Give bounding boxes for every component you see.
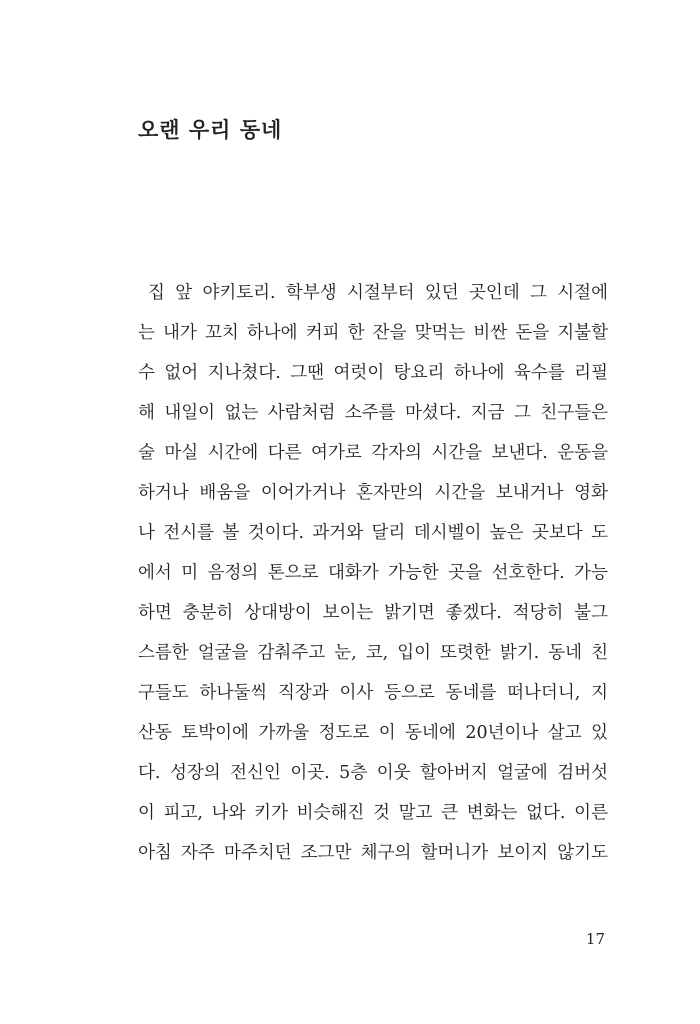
body-line: 다. 성장의 전신인 이곳. 5층 이웃 할아버지 얼굴에 검버섯 (138, 763, 608, 783)
body-line: 하거나 배움을 이어가거나 혼자만의 시간을 보내거나 영화 (138, 483, 608, 503)
body-line: 산동 토박이에 가까울 정도로 이 동네에 20년이나 살고 있 (138, 723, 608, 743)
chapter-title: 오랜 우리 동네 (138, 117, 283, 142)
body-line: 술 마실 시간에 다른 여가로 각자의 시간을 보낸다. 운동을 (138, 443, 608, 463)
body-line: 수 없어 지나쳤다. 그땐 여럿이 탕요리 하나에 육수를 리필 (138, 363, 608, 383)
body-line: 하면 충분히 상대방이 보이는 밝기면 좋겠다. 적당히 불그 (138, 603, 608, 623)
page-number: 17 (585, 930, 605, 948)
body-line: 스름한 얼굴을 감춰주고 눈, 코, 입이 또렷한 밝기. 동네 친 (138, 643, 608, 663)
body-line: 구들도 하나둘씩 직장과 이사 등으로 동네를 떠나더니, 지 (138, 683, 608, 703)
body-text (138, 273, 608, 873)
body-line: 집 앞 야키토리. 학부생 시절부터 있던 곳인데 그 시절에 (148, 283, 608, 303)
body-line: 해 내일이 없는 사람처럼 소주를 마셨다. 지금 그 친구들은 (138, 403, 608, 423)
body-line: 는 내가 꼬치 하나에 커피 한 잔을 맞먹는 비싼 돈을 지불할 (138, 323, 608, 343)
body-line: 아침 자주 마주치던 조그만 체구의 할머니가 보이지 않기도 (138, 843, 608, 863)
body-line: 이 피고, 나와 키가 비슷해진 것 말고 큰 변화는 없다. 이른 (138, 803, 608, 823)
body-line: 에서 미 음정의 톤으로 대화가 가능한 곳을 선호한다. 가능 (138, 563, 608, 583)
body-line: 나 전시를 볼 것이다. 과거와 달리 데시벨이 높은 곳보다 도 (138, 523, 608, 543)
